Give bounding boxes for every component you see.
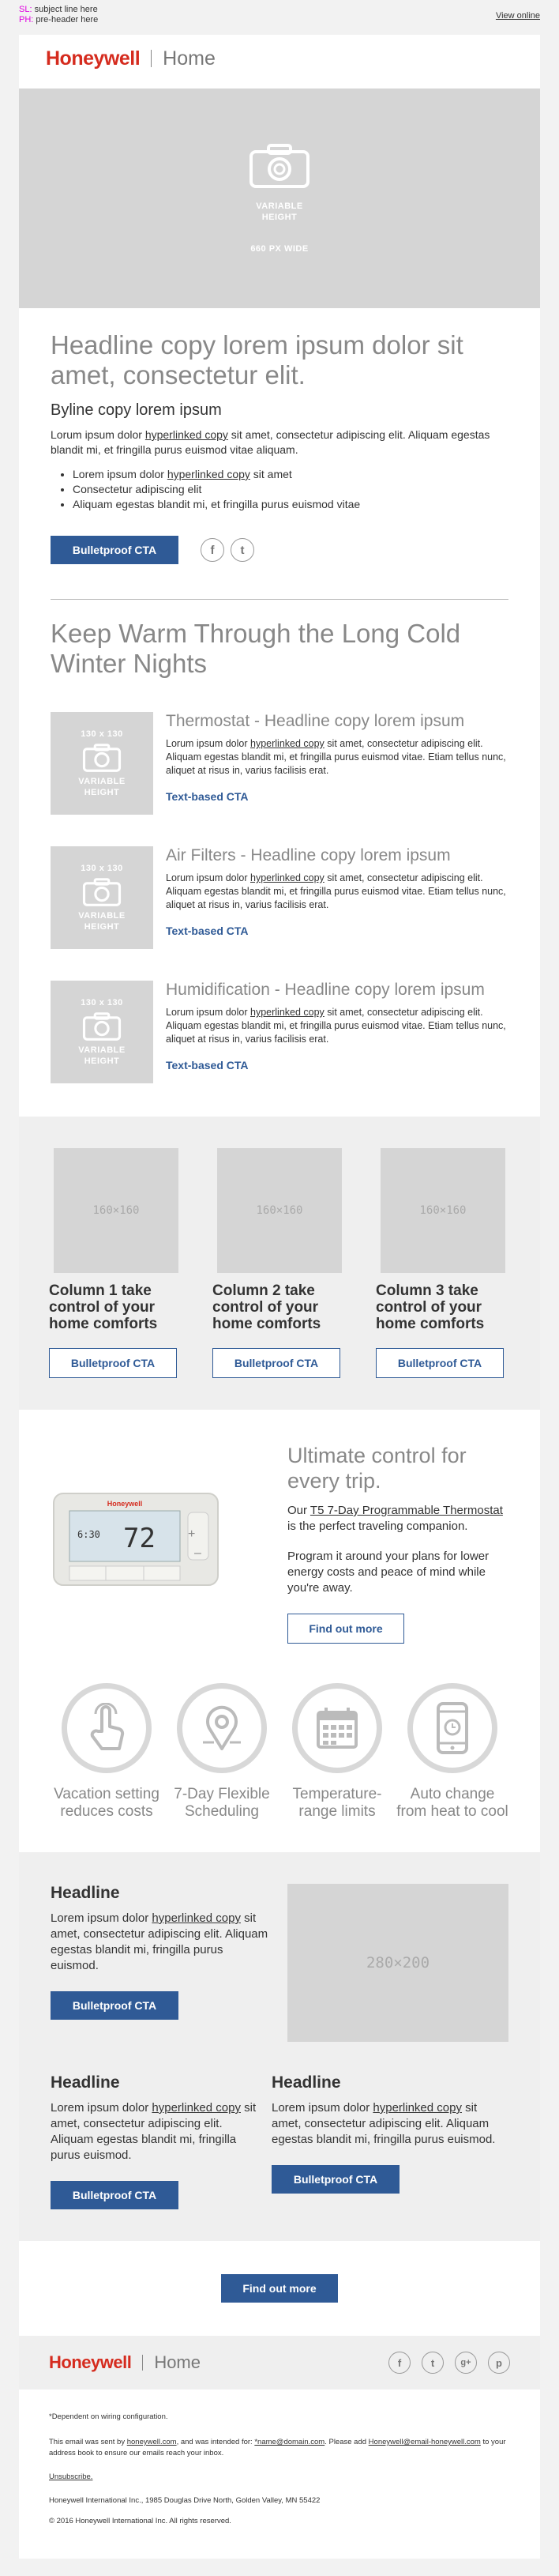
email-body bbox=[19, 35, 540, 2559]
bulletproof-cta-button[interactable]: Bulletproof CTA bbox=[376, 1348, 504, 1378]
google-plus-icon[interactable]: g+ bbox=[455, 2352, 477, 2374]
split-body: Lorem ipsum dolor hyperlinked copy sit amet, consectetur adipiscing elit. Aliquam egestas blandit mi, fringilla purus euismod. bbox=[51, 1911, 268, 1972]
product-text bbox=[166, 846, 508, 949]
column-headline: Column 1 take control of your home comforts bbox=[49, 1282, 158, 1332]
location-pin-icon bbox=[177, 1683, 267, 1773]
camera-icon bbox=[82, 877, 122, 907]
product-item bbox=[51, 846, 508, 949]
hyperlink[interactable]: hyperlinked copy bbox=[250, 738, 325, 749]
bulletproof-cta-button[interactable]: Bulletproof CTA bbox=[51, 2181, 178, 2209]
pre-header-text: PH: pre-header here bbox=[19, 15, 99, 24]
camera-icon bbox=[82, 1011, 122, 1041]
thermostat-image[interactable] bbox=[51, 1441, 287, 1644]
intro-bullets bbox=[73, 467, 508, 512]
feature-label: Vacation setting reduces costs bbox=[54, 1786, 159, 1820]
product-image[interactable]: 130 x 130 VARIABLE HEIGHT bbox=[51, 846, 153, 949]
split-main-text bbox=[51, 1884, 272, 2042]
camera-icon bbox=[82, 743, 122, 773]
split-body: Lorem ipsum dolor hyperlinked copy sit amet, consectetur adipiscing elit. Aliquam egestas blandit mi, fringilla purus euismod. bbox=[272, 2101, 496, 2146]
hero-image[interactable] bbox=[19, 89, 540, 308]
text-cta-link[interactable]: Text-based CTA bbox=[166, 790, 249, 803]
product-description: Lorum ipsum dolor hyperlinked copy sit amet, consectetur adipiscing elit. Aliquam egestas blandit mi, et fringilla purus euismod vitae. Etiam tellus nunc, aliquet at risus in, varius facilisis erat. bbox=[166, 872, 506, 910]
hyperlink[interactable]: hyperlinked copy bbox=[167, 468, 250, 480]
hyperlink[interactable]: hyperlinked copy bbox=[152, 2101, 241, 2115]
hyperlink[interactable]: T5 7-Day Programmable Thermostat bbox=[310, 1504, 503, 1517]
honeywell-link[interactable]: honeywell.com bbox=[126, 2438, 177, 2446]
column-3 bbox=[376, 1148, 510, 1378]
feature-label: Temperature-range limits bbox=[292, 1786, 382, 1820]
svg-text:+: + bbox=[188, 1527, 196, 1541]
list-item: • Aliquam egestas blandit mi, et fringilla purus euismod vitae bbox=[73, 497, 508, 512]
bulletproof-cta-button[interactable]: Bulletproof CTA bbox=[49, 1348, 177, 1378]
feature-item bbox=[280, 1683, 395, 1821]
twitter-icon[interactable]: t bbox=[422, 2352, 444, 2374]
footer-social bbox=[388, 2352, 510, 2374]
twitter-icon[interactable]: t bbox=[231, 538, 254, 562]
feature-row bbox=[19, 1644, 540, 1852]
feature-item bbox=[395, 1683, 510, 1821]
column-2 bbox=[212, 1148, 347, 1378]
promo-body-2: Program it around your plans for lower energy costs and peace of mind while you're away. bbox=[287, 1550, 490, 1595]
column-headline: Column 2 take control of your home comforts bbox=[212, 1282, 321, 1332]
feature-item bbox=[164, 1683, 280, 1821]
promo-section bbox=[19, 1410, 540, 1644]
intro-byline: Byline copy lorem ipsum bbox=[51, 401, 222, 419]
promo-headline: Ultimate control for every trip. bbox=[287, 1444, 467, 1493]
logo-divider bbox=[142, 2355, 143, 2371]
hero-label: VARIABLE HEIGHT 660 PX WIDE bbox=[250, 201, 309, 254]
calendar-icon bbox=[292, 1683, 382, 1773]
product-item bbox=[51, 981, 508, 1083]
device-temp: 72 bbox=[123, 1523, 156, 1554]
section-label: Home bbox=[163, 47, 216, 70]
promo-text bbox=[287, 1441, 508, 1644]
product-title: Air Filters - Headline copy lorem ipsum bbox=[166, 846, 451, 864]
camera-icon bbox=[248, 142, 311, 190]
hyperlink[interactable]: hyperlinked copy bbox=[144, 428, 228, 441]
feature-item bbox=[49, 1683, 164, 1821]
product-text bbox=[166, 712, 508, 815]
promo-body: Our T5 7-Day Programmable Thermostat is the perfect traveling companion. bbox=[287, 1504, 503, 1533]
intro-section bbox=[19, 330, 540, 564]
pinterest-icon[interactable]: p bbox=[488, 2352, 510, 2374]
product-title: Thermostat - Headline copy lorem ipsum bbox=[166, 712, 465, 730]
hyperlink[interactable]: hyperlinked copy bbox=[250, 1007, 325, 1018]
column-1 bbox=[49, 1148, 183, 1378]
touch-hand-icon bbox=[62, 1683, 152, 1773]
hyperlink[interactable]: hyperlinked copy bbox=[152, 1911, 241, 1925]
unsubscribe-link[interactable]: Unsubscribe. bbox=[49, 2472, 93, 2481]
list-item: • Lorem ipsum dolor hyperlinked copy sit amet bbox=[73, 467, 508, 482]
product-description: Lorum ipsum dolor hyperlinked copy sit amet, consectetur adipiscing elit. Aliquam egestas blandit mi, et fringilla purus euismod vitae. Etiam tellus nunc, aliquet at risus in, varius facilisis erat. bbox=[166, 738, 506, 776]
intro-body: Lorum ipsum dolor hyperlinked copy sit amet, consectetur adipiscing elit. Aliquam egestas blandit mi, et fringilla purus euismod vitae aliquam. bbox=[51, 428, 490, 456]
facebook-icon[interactable]: f bbox=[201, 538, 224, 562]
phone-alarm-icon bbox=[407, 1683, 497, 1773]
product-title: Humidification - Headline copy lorem ipsum bbox=[166, 981, 485, 999]
sender-email-link[interactable]: Honeywell@email-honeywell.com bbox=[368, 2438, 481, 2446]
bulletproof-cta-button[interactable]: Bulletproof CTA bbox=[51, 1991, 178, 2020]
split-headline: Headline bbox=[51, 1884, 120, 1902]
bulletproof-cta-button[interactable]: Bulletproof CTA bbox=[272, 2165, 400, 2194]
column-headline: Column 3 take control of your home comforts bbox=[376, 1282, 485, 1332]
recipient-email-link[interactable]: *name@domain.com bbox=[254, 2438, 325, 2446]
copyright: © 2016 Honeywell International Inc. All rights reserved. bbox=[49, 2517, 231, 2525]
facebook-icon[interactable]: f bbox=[388, 2352, 411, 2374]
find-out-more-button[interactable]: Find out more bbox=[287, 1614, 404, 1644]
bulletproof-cta-button[interactable]: Bulletproof CTA bbox=[51, 536, 178, 564]
footer-brand-logo[interactable]: Honeywell bbox=[49, 2352, 132, 2372]
column-image[interactable]: 160×160 bbox=[54, 1148, 178, 1273]
view-online-link[interactable]: View online bbox=[495, 11, 540, 21]
svg-text:–: – bbox=[194, 1546, 201, 1560]
column-image[interactable]: 160×160 bbox=[217, 1148, 342, 1273]
pre-header bbox=[0, 0, 559, 35]
final-cta-row bbox=[19, 2241, 540, 2303]
intro-headline: Headline copy lorem ipsum dolor sit amet, consectetur elit. bbox=[51, 330, 463, 390]
winter-section bbox=[19, 619, 540, 1117]
brand-logo[interactable]: Honeywell bbox=[46, 47, 141, 70]
logo-divider bbox=[151, 50, 152, 67]
text-cta-link[interactable]: Text-based CTA bbox=[166, 925, 249, 937]
footnote: *Dependent on wiring configuration. bbox=[49, 2412, 168, 2421]
split-body: Lorem ipsum dolor hyperlinked copy sit amet, consectetur adipiscing elit. Aliquam egestas blandit mi, fringilla purus euismod. bbox=[51, 2101, 257, 2162]
product-item bbox=[51, 712, 508, 815]
intro-actions bbox=[51, 536, 508, 564]
device-time: 6:30 bbox=[77, 1529, 100, 1540]
sent-notice: This email was sent by honeywell.com, and was intended for: *name@domain.com. Please add Honeywell@email-honeywell.com to your address book to ensure our emails reach your inbox. bbox=[49, 2438, 506, 2457]
product-image[interactable]: 130 x 130 VARIABLE HEIGHT bbox=[51, 712, 153, 815]
footer-bar bbox=[19, 2336, 540, 2390]
split-headline: Headline bbox=[51, 2073, 120, 2092]
split-headline: Headline bbox=[272, 2073, 341, 2092]
footer-address: Honeywell International Inc., 1985 Douglas Drive North, Golden Valley, MN 55422 bbox=[49, 2496, 321, 2505]
device-brand: Honeywell bbox=[107, 1500, 143, 1508]
split-image[interactable]: 280×200 bbox=[287, 1884, 508, 2042]
product-text bbox=[166, 981, 508, 1083]
winter-headline: Keep Warm Through the Long Cold Winter Nights bbox=[51, 619, 461, 678]
text-cta-link[interactable]: Text-based CTA bbox=[166, 1059, 249, 1071]
product-image[interactable]: 130 x 130 VARIABLE HEIGHT bbox=[51, 981, 153, 1083]
split-left bbox=[51, 2073, 264, 2209]
hyperlink[interactable]: hyperlinked copy bbox=[373, 2101, 462, 2115]
section-divider bbox=[51, 599, 508, 600]
footer-legal bbox=[19, 2390, 540, 2559]
feature-label: Auto change from heat to cool bbox=[396, 1786, 508, 1820]
split-right bbox=[272, 2073, 508, 2209]
subject-line: SL: subject line here bbox=[19, 5, 98, 14]
email-header bbox=[19, 35, 540, 82]
thermostat-device bbox=[51, 1489, 224, 1591]
footer-section-label: Home bbox=[154, 2352, 201, 2372]
column-image[interactable]: 160×160 bbox=[381, 1148, 505, 1273]
list-item: • Consectetur adipiscing elit bbox=[73, 482, 508, 497]
hyperlink[interactable]: hyperlinked copy bbox=[250, 872, 325, 883]
feature-label: 7-Day Flexible Scheduling bbox=[174, 1786, 270, 1820]
product-description: Lorum ipsum dolor hyperlinked copy sit amet, consectetur adipiscing elit. Aliquam egestas blandit mi, et fringilla purus euismod vitae. Etiam tellus nunc, aliquet at risus in, varius facilisis erat. bbox=[166, 1007, 506, 1045]
find-out-more-button[interactable]: Find out more bbox=[221, 2274, 338, 2303]
three-column-section bbox=[19, 1117, 540, 1410]
bulletproof-cta-button[interactable]: Bulletproof CTA bbox=[212, 1348, 340, 1378]
split-section bbox=[19, 1852, 540, 2241]
